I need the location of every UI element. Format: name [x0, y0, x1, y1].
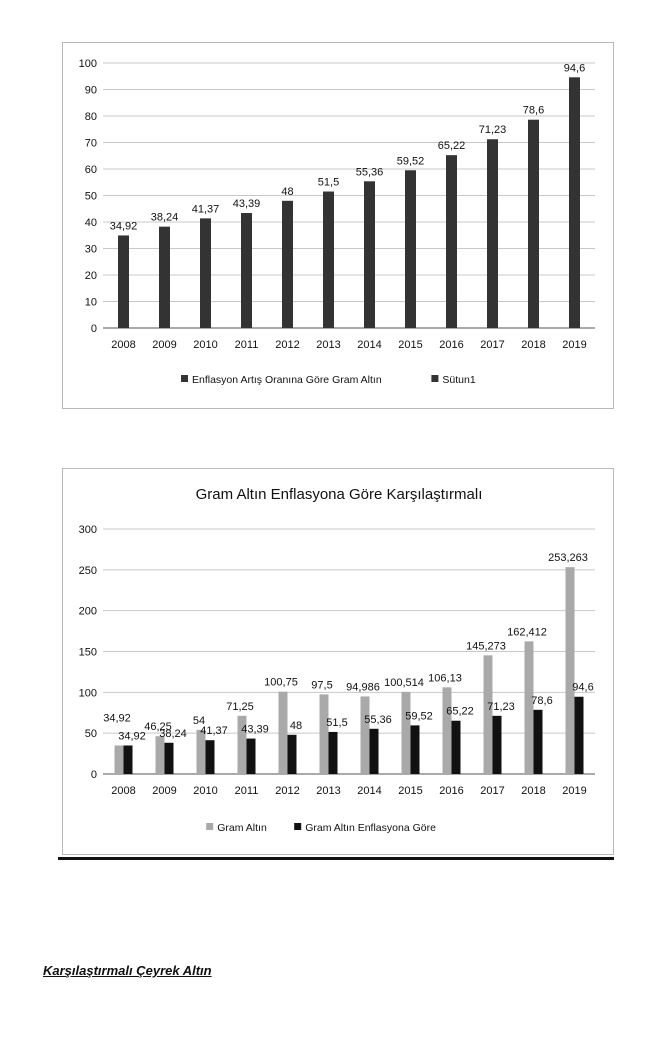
x-tick-label: 2013 [316, 339, 341, 351]
x-tick-label: 2015 [398, 339, 423, 351]
data-label: 38,24 [159, 727, 187, 740]
data-label: 100,75 [264, 676, 298, 689]
bar-series1 [443, 687, 452, 774]
data-label: 51,5 [326, 716, 348, 729]
data-label: 71,23 [487, 700, 515, 713]
chart-gram-gold-comparison [62, 468, 614, 855]
legend-label: Sütun1 [442, 374, 476, 386]
bar-series2 [206, 740, 215, 774]
x-tick-label: 2019 [562, 339, 587, 351]
data-label: 51,5 [317, 176, 340, 189]
bar-series1 [446, 155, 457, 328]
data-label: 71,23 [478, 124, 507, 137]
bar-series1 [156, 736, 165, 774]
x-tick-label: 2018 [521, 785, 546, 797]
data-label: 48 [281, 185, 294, 198]
y-tick-label: 20 [84, 270, 97, 282]
legend-swatch [294, 823, 301, 830]
x-tick-label: 2016 [439, 785, 464, 797]
data-label: 253,263 [548, 552, 588, 565]
x-tick-label: 2019 [562, 785, 587, 797]
data-label: 71,25 [226, 700, 254, 713]
data-label: 34,92 [103, 712, 131, 725]
y-tick-label: 10 [84, 296, 97, 309]
bar-series2 [534, 710, 543, 774]
data-label: 34,92 [118, 730, 146, 743]
bar-series1 [361, 696, 370, 774]
y-tick-label: 50 [84, 190, 97, 203]
data-label: 41,37 [191, 203, 220, 216]
y-tick-label: 50 [84, 728, 97, 741]
legend-swatch [181, 375, 188, 382]
bar-series2 [452, 721, 461, 774]
x-tick-label: 2011 [234, 785, 259, 797]
data-label: 43,39 [241, 723, 269, 736]
chart-inflation-gram-gold [62, 42, 614, 409]
data-label: 94,6 [563, 62, 586, 75]
data-label: 78,6 [531, 694, 553, 707]
data-label: 145,273 [466, 640, 506, 653]
legend-label: Gram Altın Enflasyona Göre [305, 822, 436, 834]
bar-series1 [200, 218, 211, 328]
x-tick-label: 2012 [275, 339, 300, 351]
y-tick-label: 40 [84, 217, 97, 229]
x-tick-label: 2010 [193, 339, 218, 351]
bar-series1 [320, 694, 329, 774]
bar-series2 [370, 729, 379, 774]
data-label: 106,13 [428, 672, 462, 685]
horizontal-rule [58, 857, 614, 860]
data-label: 59,52 [396, 155, 425, 168]
x-tick-label: 2010 [193, 785, 218, 797]
bar-series1 [566, 567, 575, 774]
y-tick-label: 30 [84, 243, 97, 256]
y-tick-label: 0 [90, 769, 97, 781]
legend-swatch [431, 375, 438, 382]
bar-series1 [159, 227, 170, 328]
x-tick-label: 2009 [152, 785, 177, 797]
y-tick-label: 200 [78, 605, 97, 618]
bar-series2 [247, 739, 256, 774]
bar-series1 [241, 213, 252, 328]
x-tick-label: 2008 [111, 339, 136, 351]
chart-gram-gold-comparison-svg [63, 469, 615, 856]
bar-series2 [575, 697, 584, 774]
x-tick-label: 2014 [357, 785, 382, 797]
data-label: 41,37 [200, 725, 228, 738]
x-tick-label: 2009 [152, 339, 177, 351]
bar-series1 [484, 655, 493, 774]
y-tick-label: 100 [78, 687, 97, 700]
x-tick-label: 2017 [480, 785, 505, 797]
legend-label: Enflasyon Artış Oranına Göre Gram Altın [192, 374, 382, 386]
legend-swatch [206, 823, 213, 830]
bar-series1 [118, 235, 129, 328]
data-label: 48 [289, 719, 303, 732]
bar-series2 [165, 743, 174, 774]
data-label: 65,22 [446, 705, 474, 718]
x-tick-label: 2017 [480, 339, 505, 351]
bar-series1 [525, 641, 534, 774]
data-label: 55,36 [364, 713, 392, 726]
bar-series1 [402, 692, 411, 774]
bar-series1 [528, 120, 539, 328]
bar-series1 [487, 139, 498, 328]
data-label: 46,25 [144, 721, 172, 734]
data-label: 38,24 [150, 211, 179, 224]
bar-series1 [279, 692, 288, 774]
legend-label: Gram Altın [217, 822, 267, 834]
y-tick-label: 70 [84, 137, 97, 150]
bar-series1 [364, 181, 375, 328]
y-tick-label: 80 [84, 111, 97, 123]
y-tick-label: 60 [84, 164, 97, 176]
data-label: 78,6 [522, 104, 545, 117]
data-label: 100,514 [384, 676, 424, 689]
x-tick-label: 2012 [275, 785, 300, 797]
y-tick-label: 150 [78, 646, 97, 659]
data-label: 59,52 [405, 710, 433, 723]
bar-series1 [569, 77, 580, 328]
x-tick-label: 2018 [521, 339, 546, 351]
bar-series1 [282, 201, 293, 328]
data-label: 94,6 [572, 681, 594, 694]
y-tick-label: 90 [84, 84, 97, 97]
data-label: 55,36 [355, 166, 384, 179]
bar-series2 [288, 735, 297, 774]
data-label: 65,22 [437, 140, 466, 153]
y-tick-label: 0 [90, 323, 97, 335]
bar-series2 [124, 745, 133, 774]
bar-series2 [329, 732, 338, 774]
bar-series1 [115, 745, 124, 774]
data-label: 34,92 [109, 220, 138, 233]
data-label: 94,986 [346, 681, 380, 694]
bar-series1 [405, 170, 416, 328]
data-label: 97,5 [311, 679, 333, 692]
bar-series1 [323, 192, 334, 328]
bar-series2 [411, 725, 420, 774]
data-label: 54 [192, 714, 206, 727]
section-heading: Karşılaştırmalı Çeyrek Altın [43, 963, 212, 978]
x-tick-label: 2015 [398, 785, 423, 797]
y-tick-label: 100 [78, 58, 97, 70]
x-tick-label: 2013 [316, 785, 341, 797]
chart-title: Gram Altın Enflasyona Göre Karşılaştırmalı [195, 486, 483, 503]
data-label: 162,412 [507, 626, 547, 639]
chart-inflation-gram-gold-svg [63, 43, 615, 410]
y-tick-label: 250 [78, 564, 97, 577]
bar-series2 [493, 716, 502, 774]
x-tick-label: 2014 [357, 339, 382, 351]
x-tick-label: 2016 [439, 339, 464, 351]
y-tick-label: 300 [78, 524, 97, 536]
x-tick-label: 2011 [234, 339, 259, 351]
data-label: 43,39 [232, 198, 261, 211]
x-tick-label: 2008 [111, 785, 136, 797]
